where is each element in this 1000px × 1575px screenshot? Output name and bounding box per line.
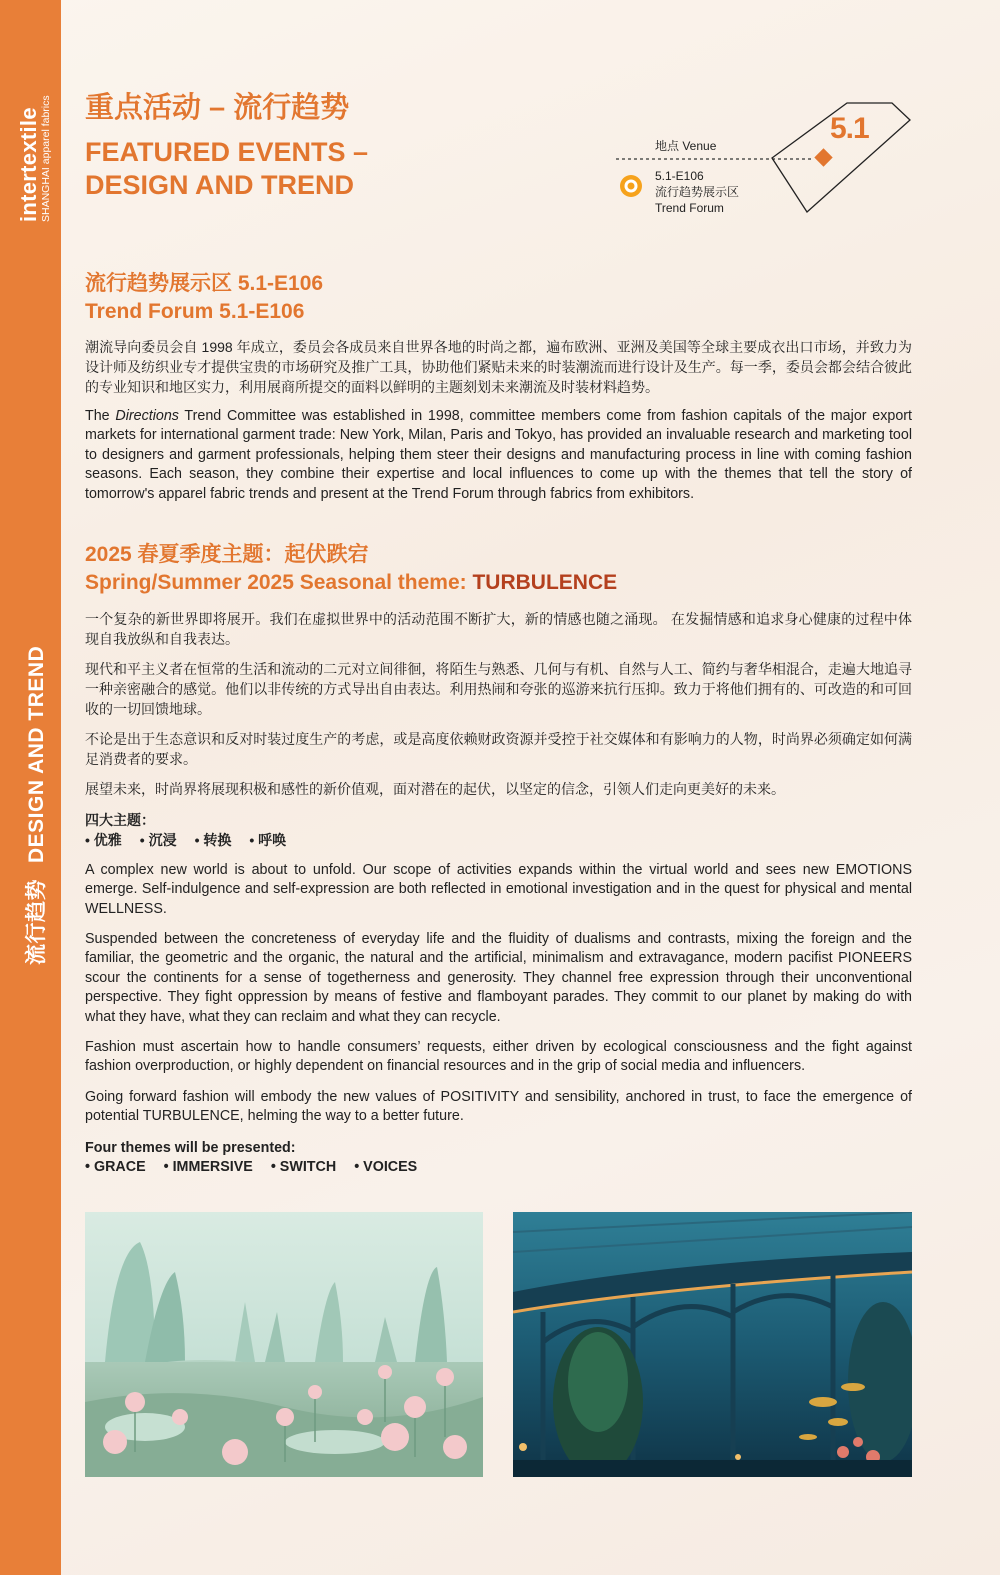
sidebar-section-title: [20, 646, 50, 965]
theme-paragraph-en: Fashion must ascertain how to handle consumers’ requests, either driven by ecological consciousness and the fight against fashion overproduction, or highly dependent on financial resources and in the grip of social media and influencers.: [85, 1039, 912, 1075]
forum-heading-en: Trend Forum 5.1-E106: [85, 300, 305, 323]
theme-heading-zh: 2025 春夏季度主题：起伏跌宕: [85, 543, 369, 566]
venue-name-en: Trend Forum: [655, 201, 724, 215]
forum-paragraph-en-post: Trend Committee was established in 1998, committee members come from fashion capitals of the major export markets for international garment trade: New York, Milan, Paris and Tokyo, has provided an invaluable research and marketing tool to designers and garment professionals, helping them steer their designs and manufacturing process in line with coming fashion seasons. Each season, they combine their expertise and local influences to come up with the themes that tell the story of tomorrow's apparel fabric trends and present at the Trend Forum through fabrics from exhibitors.: [85, 408, 912, 502]
forum-paragraph-en-italic: Directions: [115, 408, 179, 424]
forum-paragraph-zh: 潮流导向委员会自 1998 年成立，委员会各成员来自世界各地的时尚之都，遍布欧洲、亚洲及美国等全球主要成衣出口市场，并致力为设计师及纺织业专才提供宝贵的市场研究及推广工具，协助他们紧贴未来的时装潮流而进行设计及生产。每一季，委员会都会结合彼此的专业知识和地区实力，利用展商所提交的面料以鲜明的主题刻划未来潮流及时装材料趋势。: [85, 339, 912, 395]
page-title-en-line1: FEATURED EVENTS –: [85, 137, 369, 167]
venue-booth: 5.1-E106: [655, 169, 704, 183]
themes-title-en: Four themes will be presented:: [85, 1140, 296, 1156]
theme-item-zh: • 转换: [194, 832, 232, 848]
brand-name: intertextile: [16, 107, 41, 222]
theme-heading-en-prefix: Spring/Summer 2025 Seasonal theme:: [85, 571, 473, 594]
theme-paragraph-en: Going forward fashion will embody the new values of POSITIVITY and sensibility, anchored in trust, to face the emergence of potential TURBULENCE, helming the way to a better future.: [85, 1089, 912, 1125]
themes-list-en: [85, 1139, 912, 1178]
theme-item-en: • SWITCH: [270, 1159, 337, 1176]
forum-heading-zh: 流行趋势展示区 5.1-E106: [85, 272, 324, 295]
theme-item-en: • GRACE: [85, 1159, 146, 1176]
page-title-en: [85, 136, 485, 202]
brand-subtitle: SHANGHAI apparel fabrics: [40, 95, 52, 222]
underwater-image: [513, 1212, 912, 1477]
theme-item-zh: • 呼唤: [249, 832, 287, 848]
theme-paragraph-zh: 不论是出于生态意识和反对时装过度生产的考虑，或是高度依赖财政资源并受控于社交媒体和有影响力的人物，时尚界必须确定如何满足消费者的要求。: [85, 731, 912, 767]
landscape-image: [85, 1212, 483, 1477]
theme-paragraph-zh: 一个复杂的新世界即将展开。我们在虚拟世界中的活动范围不断扩大，新的情感也随之涌现。 在发掘情感和追求身心健康的过程中体现自我放纵和自我表达。: [85, 611, 912, 647]
page-title-en-line2: DESIGN AND TREND: [85, 170, 355, 200]
theme-heading: [85, 541, 617, 597]
theme-item-zh: • 优雅: [85, 832, 122, 848]
theme-heading-en-keyword: TURBULENCE: [472, 571, 618, 594]
venue-location-icon: [814, 148, 832, 166]
theme-item-zh: • 沉浸: [139, 832, 177, 848]
theme-paragraph-en: Suspended between the concreteness of everyday life and the fluidity of dualisms and contrasts, mixing the foreign and the familiar, the geometric and the organic, the natural and the artificial, minimalism and extravagance, modern pacifist PIONEERS scour the continents for a sense of togetherness and generosity. They channel free expression through their unconventional perspective. They fight oppression by means of festive and flamboyant parades. They commit to our planet by making do with what they have, what they can reclaim and what they can recycle.: [85, 931, 912, 1025]
venue-hall-number: 5.1: [830, 112, 869, 145]
sidebar-title-zh: 流行趋势: [25, 879, 48, 965]
sidebar: [0, 0, 61, 1575]
venue-name-zh: 流行趋势展示区: [655, 185, 740, 199]
brand-logo: [18, 95, 52, 222]
theme-paragraph-zh: 展望未来，时尚界将展现积极和感性的新价值观，面对潜在的起伏，以坚定的信念，引领人们走向更美好的未来。: [85, 781, 785, 797]
theme-paragraph-zh: 现代和平主义者在恒常的生活和流动的二元对立间徘徊，将陌生与熟悉、几何与有机、自然与人工、简约与奢华相混合，走遍大地追寻一种亲密融合的感觉。他们以非传统的方式导出自由表达。利用热闹和夸张的巡游来抗行压抑。致力于将他们拥有的、可改造的和可回收的一切回馈地球。: [85, 661, 912, 717]
themes-title-zh: 四大主题：: [85, 812, 155, 828]
theme-paragraph-en: A complex new world is about to unfold. Our scope of activities expands within the virtual world and sees new EMOTIONS emerge. Self-indulgence and self-expression are both reflected in emotional investigation and in the quest for physical and mental WELLNESS.: [85, 862, 912, 917]
themes-list-zh: [85, 810, 912, 850]
sidebar-title-en: DESIGN AND TREND: [25, 645, 48, 863]
forum-heading: [85, 270, 323, 326]
venue-label: 地点 Venue: [655, 139, 717, 153]
venue-info: [655, 168, 739, 216]
theme-item-en: • VOICES: [354, 1159, 418, 1176]
page-title-zh: 重点活动 – 流行趋势: [85, 92, 350, 124]
forum-paragraph-en: [85, 407, 912, 504]
forum-paragraph-en-pre: The: [85, 408, 116, 424]
venue-map: [612, 90, 932, 220]
theme-item-en: • IMMERSIVE: [163, 1159, 253, 1176]
